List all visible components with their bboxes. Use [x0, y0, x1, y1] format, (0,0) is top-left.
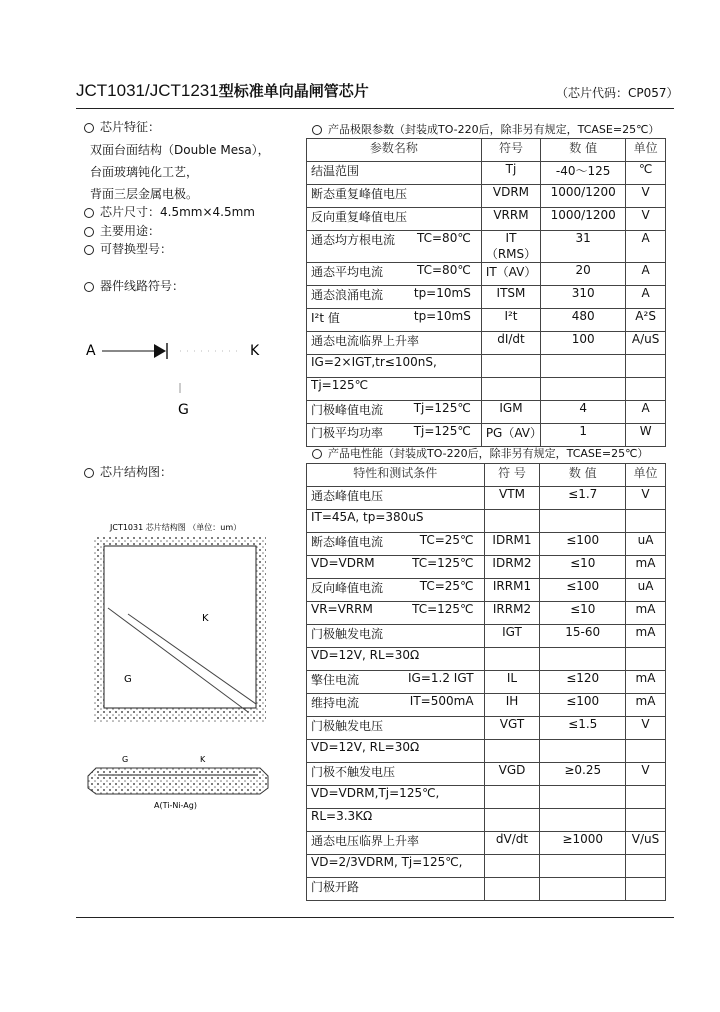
elec-row: [307, 740, 666, 763]
chip-size: 芯片尺寸：4.5mm×4.5mm: [84, 203, 255, 220]
diode-triangle: [154, 344, 166, 358]
abs-unit: W: [626, 424, 666, 447]
elec-param: 反向峰值电流 TC=25℃: [307, 579, 485, 602]
elec-value: [540, 786, 626, 809]
abs-symbol: IT（RMS）: [481, 231, 540, 263]
elec-heading: 产品电性能（封装成TO-220后，除非另有规定，TCASE=25℃）: [312, 445, 648, 461]
chip-cross-section: [88, 768, 268, 794]
elec-param: VD=12V, RL=30Ω: [307, 648, 485, 671]
elec-unit: uA: [626, 533, 666, 556]
abs-symbol: [481, 378, 540, 401]
elec-unit: [626, 878, 666, 901]
abs-param: 门极平均功率 Tj=125℃: [307, 424, 482, 447]
elec-unit: [626, 648, 666, 671]
elec-param: 门极触发电压: [307, 717, 485, 740]
elec-param: 断态峰值电流 TC=25℃: [307, 533, 485, 556]
bullet-icon: [84, 227, 94, 237]
elec-header-row: 特性和测试条件 符 号 数 值 单位: [307, 464, 666, 487]
section-g-label: G: [122, 755, 129, 764]
bullet-icon: [84, 468, 94, 478]
elec-param: VR=VRRM TC=125℃: [307, 602, 485, 625]
elec-row: [307, 487, 666, 510]
abs-table: [306, 138, 666, 447]
elec-row: [307, 878, 666, 901]
elec-value: ≥1000: [540, 832, 626, 855]
structure-heading: 芯片结构图：: [84, 463, 172, 480]
elec-row: [307, 533, 666, 556]
elec-row: [307, 717, 666, 740]
symbol-heading: 器件线路符号：: [84, 277, 184, 294]
elec-unit: mA: [626, 671, 666, 694]
elec-unit: [626, 510, 666, 533]
elec-param: VD=VDRM TC=125℃: [307, 556, 485, 579]
elec-value: [540, 855, 626, 878]
elec-symbol: IGT: [484, 625, 540, 648]
abs-symbol: Tj: [481, 162, 540, 185]
elec-value: [540, 648, 626, 671]
elec-param: 擎住电流 IG=1.2 IGT: [307, 671, 485, 694]
abs-unit: [626, 355, 666, 378]
abs-row: [307, 401, 666, 424]
abs-row: [307, 208, 666, 231]
elec-unit: [626, 855, 666, 878]
elec-value: ≤1.7: [540, 487, 626, 510]
elec-param: VD=VDRM,Tj=125℃,: [307, 786, 485, 809]
abs-row: [307, 378, 666, 401]
abs-row: [307, 309, 666, 332]
abs-unit: A²S: [626, 309, 666, 332]
part-number: JCT1031/JCT1231: [76, 81, 219, 100]
abs-param: 通态均方根电流 TC=80℃: [307, 231, 482, 263]
elec-symbol: IRRM2: [484, 602, 540, 625]
elec-unit: V/uS: [626, 832, 666, 855]
abs-value: 20: [541, 263, 626, 286]
elec-unit: [626, 786, 666, 809]
elec-param: 门极触发电流: [307, 625, 485, 648]
elec-param: 门极不触发电压: [307, 763, 485, 786]
structure-title: JCT1031 芯片结构图 （单位：um）: [110, 523, 242, 532]
elec-symbol: VGT: [484, 717, 540, 740]
bullet-icon: [312, 449, 322, 459]
elec-row: [307, 855, 666, 878]
section-metal-label: A(Ti-Ni-Ag): [154, 801, 197, 810]
elec-unit: [626, 740, 666, 763]
abs-symbol: ITSM: [481, 286, 540, 309]
elec-row: [307, 602, 666, 625]
elec-unit: [626, 809, 666, 832]
elec-row: [307, 625, 666, 648]
feature-line: 背面三层金属电极。: [90, 187, 199, 201]
elec-param: 门极开路: [307, 878, 485, 901]
anode-label: A: [86, 343, 96, 359]
abs-row: [307, 332, 666, 355]
elec-row: [307, 832, 666, 855]
title-suffix: 型标准单向晶闸管芯片: [218, 83, 369, 100]
elec-symbol: [484, 648, 540, 671]
elec-unit: mA: [626, 694, 666, 717]
abs-symbol: dI/dt: [481, 332, 540, 355]
abs-value: 1000/1200: [541, 208, 626, 231]
abs-value: [541, 355, 626, 378]
elec-symbol: [484, 809, 540, 832]
abs-value: 31: [541, 231, 626, 263]
elec-param: 通态电压临界上升率: [307, 832, 485, 855]
abs-row: [307, 424, 666, 447]
abs-param: I²t 值 tp=10mS: [307, 309, 482, 332]
abs-value: [541, 378, 626, 401]
abs-param: IG=2×IGT,tr≤100nS,: [307, 355, 482, 378]
abs-param: 结温范围: [307, 162, 482, 185]
top-rule: [76, 108, 674, 109]
elec-symbol: IDRM1: [484, 533, 540, 556]
abs-row: [307, 286, 666, 309]
elec-value: ≤10: [540, 602, 626, 625]
elec-row: [307, 579, 666, 602]
abs-unit: ℃: [626, 162, 666, 185]
elec-value: ≤1.5: [540, 717, 626, 740]
elec-row: [307, 809, 666, 832]
gate-pad: [108, 666, 152, 704]
elec-row: [307, 510, 666, 533]
elec-row: [307, 763, 666, 786]
abs-param: 通态浪涌电流 tp=10mS: [307, 286, 482, 309]
elec-unit: mA: [626, 625, 666, 648]
abs-heading: 产品极限参数（封装成TO-220后，除非另有规定，TCASE=25℃）: [312, 121, 659, 137]
bullet-icon: [84, 245, 94, 255]
elec-value: 15-60: [540, 625, 626, 648]
structure-k-label: K: [202, 613, 209, 624]
elec-symbol: IH: [484, 694, 540, 717]
abs-param: 断态重复峰值电压: [307, 185, 482, 208]
elec-unit: mA: [626, 602, 666, 625]
abs-value: 1: [541, 424, 626, 447]
abs-value: 310: [541, 286, 626, 309]
elec-row: [307, 648, 666, 671]
elec-value: ≤100: [540, 579, 626, 602]
bullet-icon: [84, 208, 94, 218]
elec-param: VD=12V, RL=30Ω: [307, 740, 485, 763]
thyristor-symbol: [80, 335, 280, 420]
bottom-rule: [76, 917, 674, 918]
replace-heading: 可替换型号：: [84, 240, 172, 257]
elec-value: ≤100: [540, 694, 626, 717]
usage-heading: 主要用途：: [84, 222, 160, 239]
abs-row: [307, 162, 666, 185]
chip-structure-drawing: [84, 518, 294, 828]
abs-value: 480: [541, 309, 626, 332]
feature-line: 台面玻璃钝化工艺，: [90, 165, 199, 179]
abs-symbol: IGM: [481, 401, 540, 424]
abs-symbol: VRRM: [481, 208, 540, 231]
abs-unit: A: [626, 401, 666, 424]
abs-param: 门极峰值电流 Tj=125℃: [307, 401, 482, 424]
abs-symbol: I²t: [481, 309, 540, 332]
abs-symbol: IT（AV）: [481, 263, 540, 286]
abs-unit: V: [626, 185, 666, 208]
elec-symbol: IL: [484, 671, 540, 694]
abs-value: -40～125: [541, 162, 626, 185]
elec-param: IT=45A, tp=380uS: [307, 510, 485, 533]
abs-symbol: PG（AV）: [481, 424, 540, 447]
bullet-icon: [312, 125, 322, 135]
elec-symbol: [484, 740, 540, 763]
elec-param: RL=3.3KΩ: [307, 809, 485, 832]
elec-row: [307, 671, 666, 694]
abs-row: [307, 231, 666, 263]
elec-symbol: [484, 786, 540, 809]
elec-symbol: dV/dt: [484, 832, 540, 855]
abs-unit: A: [626, 231, 666, 263]
section-k-label: K: [200, 755, 206, 764]
feature-line: 双面台面结构（Double Mesa），: [90, 143, 270, 157]
abs-unit: A/uS: [626, 332, 666, 355]
elec-param: 维持电流 IT=500mA: [307, 694, 485, 717]
elec-row: [307, 556, 666, 579]
abs-unit: A: [626, 286, 666, 309]
elec-symbol: VTM: [484, 487, 540, 510]
elec-unit: V: [626, 487, 666, 510]
elec-value: [540, 878, 626, 901]
elec-value: [540, 510, 626, 533]
cathode-label: K: [250, 343, 260, 359]
page-title: [76, 80, 369, 101]
chip-code: （芯片代码：CP057）: [556, 86, 679, 100]
abs-param: Tj=125℃: [307, 378, 482, 401]
elec-symbol: IDRM2: [484, 556, 540, 579]
elec-symbol: [484, 855, 540, 878]
abs-value: 4: [541, 401, 626, 424]
elec-param: VD=2/3VDRM, Tj=125℃,: [307, 855, 485, 878]
elec-value: ≤10: [540, 556, 626, 579]
abs-unit: V: [626, 208, 666, 231]
elec-table: [306, 463, 666, 901]
gate-label: G: [178, 402, 189, 418]
elec-unit: V: [626, 763, 666, 786]
elec-row: [307, 694, 666, 717]
features-heading: 芯片特征：: [84, 118, 160, 135]
elec-unit: mA: [626, 556, 666, 579]
abs-param: 反向重复峰值电压: [307, 208, 482, 231]
abs-param: 通态电流临界上升率: [307, 332, 482, 355]
elec-unit: uA: [626, 579, 666, 602]
bullet-icon: [84, 282, 94, 292]
abs-param: 通态平均电流 TC=80℃: [307, 263, 482, 286]
abs-row: [307, 185, 666, 208]
abs-unit: A: [626, 263, 666, 286]
abs-symbol: [481, 355, 540, 378]
abs-row: [307, 355, 666, 378]
abs-value: 1000/1200: [541, 185, 626, 208]
abs-symbol: VDRM: [481, 185, 540, 208]
elec-value: [540, 740, 626, 763]
elec-unit: V: [626, 717, 666, 740]
elec-value: ≤100: [540, 533, 626, 556]
elec-value: ≥0.25: [540, 763, 626, 786]
bullet-icon: [84, 123, 94, 133]
elec-value: ≤120: [540, 671, 626, 694]
elec-symbol: [484, 878, 540, 901]
elec-param: 通态峰值电压: [307, 487, 485, 510]
abs-unit: [626, 378, 666, 401]
elec-symbol: IRRM1: [484, 579, 540, 602]
abs-value: 100: [541, 332, 626, 355]
elec-value: [540, 809, 626, 832]
structure-g-label: G: [124, 674, 132, 685]
abs-row: [307, 263, 666, 286]
elec-symbol: VGD: [484, 763, 540, 786]
elec-symbol: [484, 510, 540, 533]
abs-header-row: 参数名称 符号 数 值 单位: [307, 139, 666, 162]
elec-row: [307, 786, 666, 809]
